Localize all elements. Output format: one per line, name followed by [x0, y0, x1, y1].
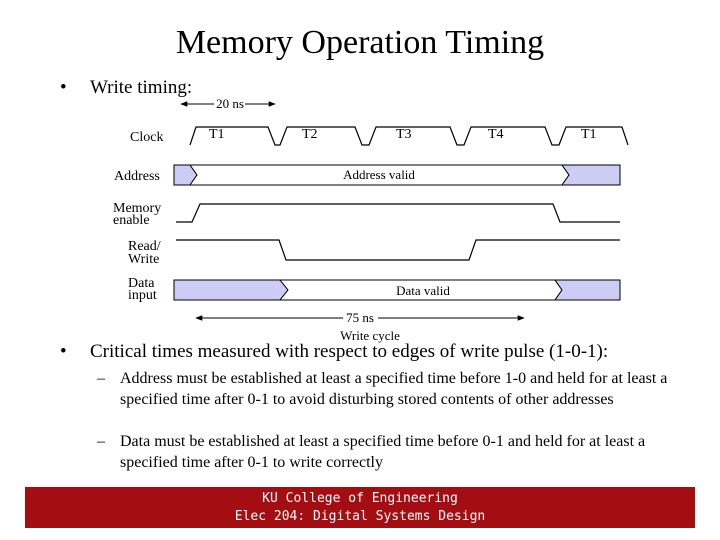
address-invalid-after [562, 165, 620, 185]
data-input-label-1: Data [128, 276, 155, 291]
memory-enable-waveform [176, 204, 620, 222]
subpoint-text: Data must be established at least a specified time before 0-1 and held for at least a specified time after 0-1 to write correctly [120, 433, 646, 471]
bullet-marker: • [60, 341, 67, 362]
footer-line-1: KU College of Engineering [262, 491, 458, 506]
read-write-label-2: Write [128, 252, 160, 267]
state-t4: T4 [488, 127, 504, 142]
state-t3: T3 [396, 127, 412, 142]
cycle-caption: Write cycle [340, 328, 400, 343]
bullet-marker: • [60, 77, 67, 98]
bullet-text: Critical times measured with respect to edges of write pulse (1-0-1): [90, 341, 609, 362]
subpoint-text: Address must be established at least a specified time before 1-0 and held for at least a specified time after 0-1 to avoid disturbing stored contents of other addresses [120, 370, 668, 408]
state-t1-next: T1 [581, 127, 597, 142]
slide-title: Memory Operation Timing [175, 24, 545, 61]
memory-enable-label-1: Memory [113, 201, 162, 216]
footer-banner [25, 487, 695, 528]
data-invalid-before [174, 280, 288, 300]
subpoint-marker: – [97, 370, 105, 387]
read-write-waveform [176, 240, 620, 260]
period-label: 20 ns [216, 96, 244, 111]
state-t1: T1 [209, 127, 225, 142]
cycle-arrow [196, 310, 524, 343]
memory-enable-label-2: enable [113, 213, 150, 228]
data-input-label-2: input [128, 288, 157, 303]
footer-line-2: Elec 204: Digital Systems Design [234, 509, 486, 524]
period-arrow [181, 96, 275, 111]
clock-label: Clock [130, 130, 164, 145]
address-valid-label: Address valid [343, 167, 415, 182]
read-write-label-1: Read/ [128, 239, 161, 254]
address-label: Address [114, 169, 160, 184]
data-invalid-after [555, 280, 620, 300]
cycle-label: 75 ns [346, 310, 374, 325]
subpoint-marker: – [97, 433, 105, 450]
state-t2: T2 [302, 127, 318, 142]
bullet-text: Write timing: [90, 77, 193, 98]
data-valid-label: Data valid [396, 283, 450, 298]
